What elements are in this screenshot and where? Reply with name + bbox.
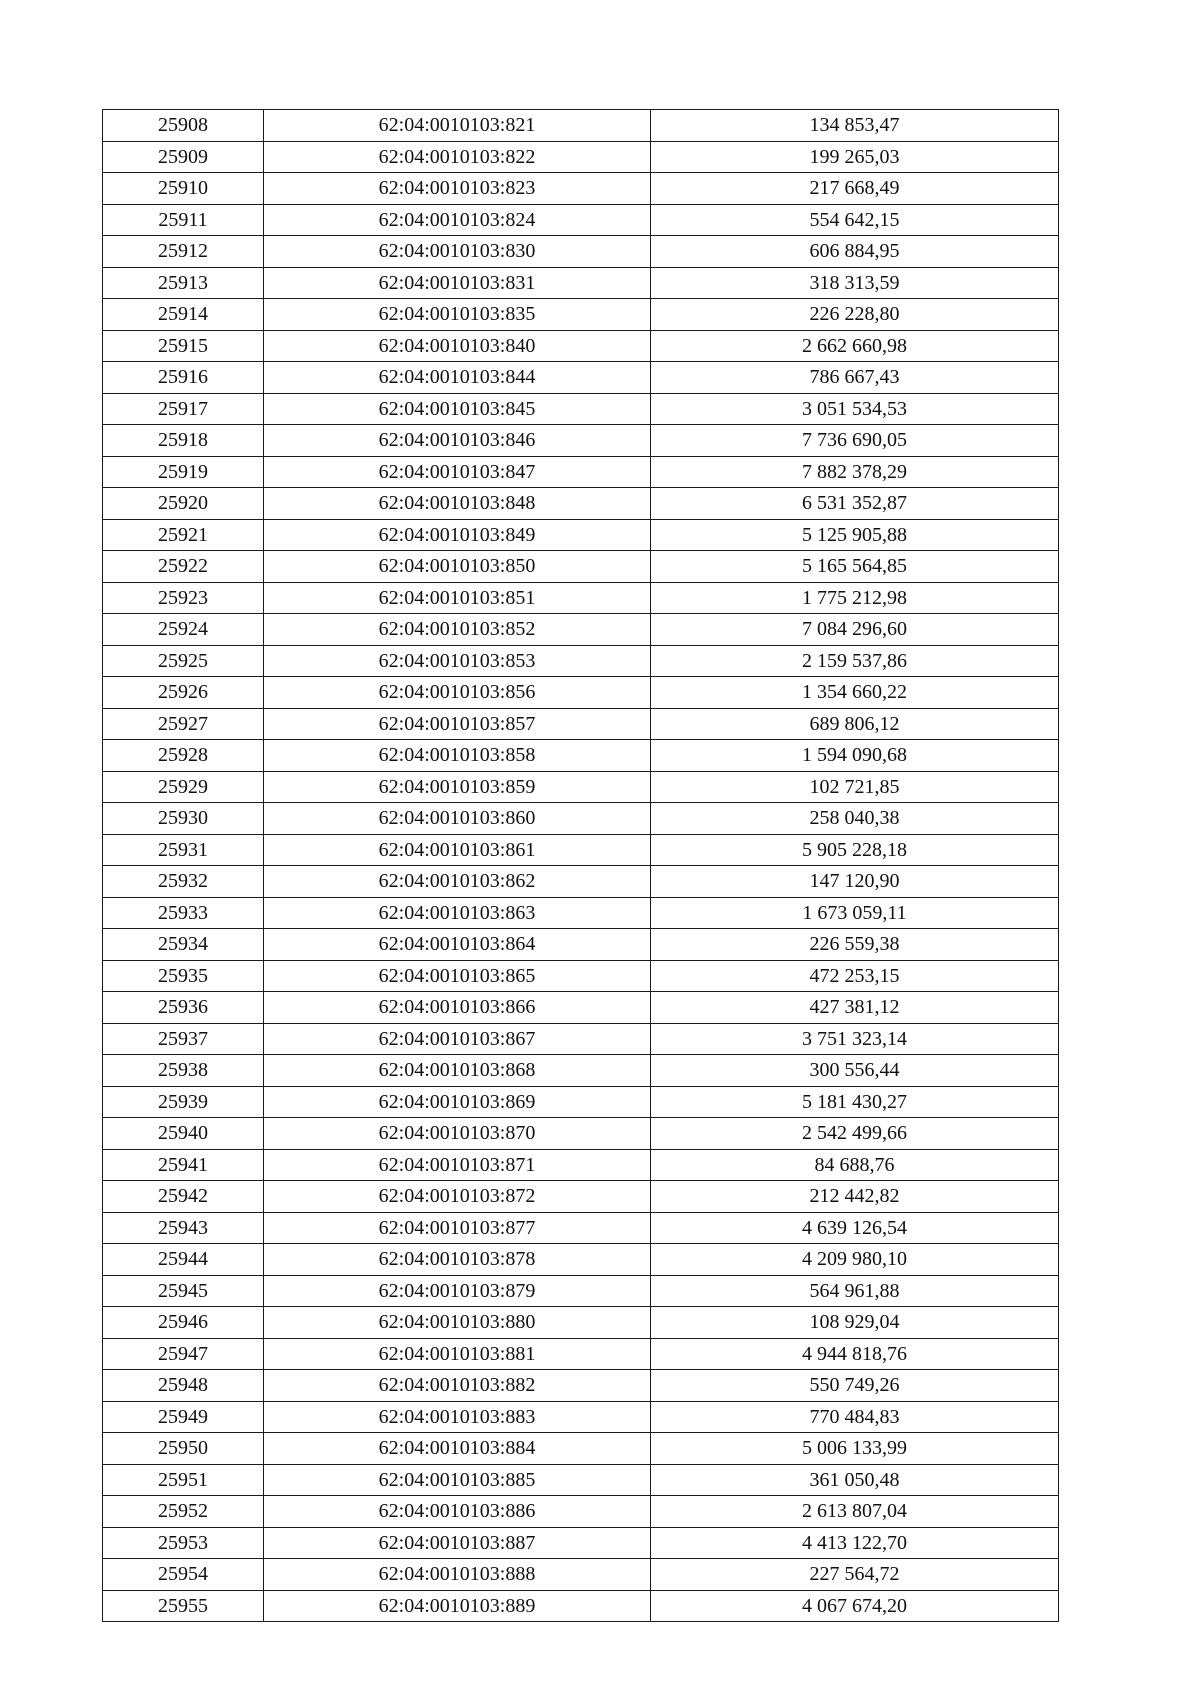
value-cell: 7 084 296,60 xyxy=(651,614,1059,646)
value-cell: 226 228,80 xyxy=(651,299,1059,331)
value-cell: 226 559,38 xyxy=(651,929,1059,961)
row-number-cell: 25937 xyxy=(103,1023,264,1055)
value-cell: 258 040,38 xyxy=(651,803,1059,835)
value-cell: 4 413 122,70 xyxy=(651,1527,1059,1559)
value-cell: 199 265,03 xyxy=(651,141,1059,173)
value-cell: 7 736 690,05 xyxy=(651,425,1059,457)
cadastral-number-cell: 62:04:0010103:866 xyxy=(264,992,651,1024)
value-cell: 361 050,48 xyxy=(651,1464,1059,1496)
value-cell: 134 853,47 xyxy=(651,110,1059,142)
row-number-cell: 25931 xyxy=(103,834,264,866)
cadastral-number-cell: 62:04:0010103:860 xyxy=(264,803,651,835)
value-cell: 7 882 378,29 xyxy=(651,456,1059,488)
table-row xyxy=(103,299,1059,331)
value-cell: 217 668,49 xyxy=(651,173,1059,205)
table-row xyxy=(103,1433,1059,1465)
value-cell: 318 313,59 xyxy=(651,267,1059,299)
value-cell: 4 944 818,76 xyxy=(651,1338,1059,1370)
row-number-cell: 25941 xyxy=(103,1149,264,1181)
value-cell: 606 884,95 xyxy=(651,236,1059,268)
cadastral-number-cell: 62:04:0010103:882 xyxy=(264,1370,651,1402)
row-number-cell: 25926 xyxy=(103,677,264,709)
row-number-cell: 25908 xyxy=(103,110,264,142)
value-cell: 5 181 430,27 xyxy=(651,1086,1059,1118)
table-row xyxy=(103,173,1059,205)
cadastral-number-cell: 62:04:0010103:877 xyxy=(264,1212,651,1244)
table-row xyxy=(103,1244,1059,1276)
table-row xyxy=(103,1023,1059,1055)
cadastral-number-cell: 62:04:0010103:862 xyxy=(264,866,651,898)
row-number-cell: 25950 xyxy=(103,1433,264,1465)
cadastral-number-cell: 62:04:0010103:870 xyxy=(264,1118,651,1150)
cadastral-number-cell: 62:04:0010103:852 xyxy=(264,614,651,646)
value-cell: 6 531 352,87 xyxy=(651,488,1059,520)
row-number-cell: 25954 xyxy=(103,1559,264,1591)
cadastral-number-cell: 62:04:0010103:884 xyxy=(264,1433,651,1465)
value-cell: 227 564,72 xyxy=(651,1559,1059,1591)
value-cell: 1 673 059,11 xyxy=(651,897,1059,929)
table-row xyxy=(103,236,1059,268)
value-cell: 147 120,90 xyxy=(651,866,1059,898)
row-number-cell: 25923 xyxy=(103,582,264,614)
row-number-cell: 25915 xyxy=(103,330,264,362)
row-number-cell: 25914 xyxy=(103,299,264,331)
table-row xyxy=(103,1464,1059,1496)
row-number-cell: 25933 xyxy=(103,897,264,929)
row-number-cell: 25942 xyxy=(103,1181,264,1213)
value-cell: 5 125 905,88 xyxy=(651,519,1059,551)
cadastral-number-cell: 62:04:0010103:858 xyxy=(264,740,651,772)
cadastral-number-cell: 62:04:0010103:878 xyxy=(264,1244,651,1276)
table-row xyxy=(103,141,1059,173)
row-number-cell: 25911 xyxy=(103,204,264,236)
row-number-cell: 25916 xyxy=(103,362,264,394)
cadastral-number-cell: 62:04:0010103:824 xyxy=(264,204,651,236)
table-row xyxy=(103,897,1059,929)
value-cell: 3 751 323,14 xyxy=(651,1023,1059,1055)
table-row xyxy=(103,708,1059,740)
table-row xyxy=(103,866,1059,898)
cadastral-number-cell: 62:04:0010103:850 xyxy=(264,551,651,583)
cadastral-number-cell: 62:04:0010103:857 xyxy=(264,708,651,740)
table-row xyxy=(103,1055,1059,1087)
cadastral-number-cell: 62:04:0010103:889 xyxy=(264,1590,651,1622)
cadastral-number-cell: 62:04:0010103:847 xyxy=(264,456,651,488)
row-number-cell: 25913 xyxy=(103,267,264,299)
row-number-cell: 25940 xyxy=(103,1118,264,1150)
table-row xyxy=(103,1590,1059,1622)
row-number-cell: 25909 xyxy=(103,141,264,173)
row-number-cell: 25922 xyxy=(103,551,264,583)
cadastral-number-cell: 62:04:0010103:881 xyxy=(264,1338,651,1370)
row-number-cell: 25929 xyxy=(103,771,264,803)
cadastral-number-cell: 62:04:0010103:871 xyxy=(264,1149,651,1181)
cadastral-number-cell: 62:04:0010103:867 xyxy=(264,1023,651,1055)
cadastral-number-cell: 62:04:0010103:869 xyxy=(264,1086,651,1118)
row-number-cell: 25925 xyxy=(103,645,264,677)
table-row xyxy=(103,677,1059,709)
table-row xyxy=(103,645,1059,677)
value-cell: 554 642,15 xyxy=(651,204,1059,236)
table-row xyxy=(103,1275,1059,1307)
row-number-cell: 25939 xyxy=(103,1086,264,1118)
table-row xyxy=(103,425,1059,457)
row-number-cell: 25917 xyxy=(103,393,264,425)
table-row xyxy=(103,960,1059,992)
table-row xyxy=(103,1212,1059,1244)
value-cell: 84 688,76 xyxy=(651,1149,1059,1181)
table-row xyxy=(103,551,1059,583)
value-cell: 108 929,04 xyxy=(651,1307,1059,1339)
value-cell: 5 165 564,85 xyxy=(651,551,1059,583)
row-number-cell: 25918 xyxy=(103,425,264,457)
table-row xyxy=(103,740,1059,772)
table-row xyxy=(103,582,1059,614)
cadastral-number-cell: 62:04:0010103:856 xyxy=(264,677,651,709)
cadastral-number-cell: 62:04:0010103:865 xyxy=(264,960,651,992)
cadastral-number-cell: 62:04:0010103:821 xyxy=(264,110,651,142)
row-number-cell: 25934 xyxy=(103,929,264,961)
cadastral-number-cell: 62:04:0010103:863 xyxy=(264,897,651,929)
table-row xyxy=(103,1149,1059,1181)
table-row xyxy=(103,204,1059,236)
row-number-cell: 25953 xyxy=(103,1527,264,1559)
table-row xyxy=(103,1370,1059,1402)
cadastral-number-cell: 62:04:0010103:872 xyxy=(264,1181,651,1213)
cadastral-number-cell: 62:04:0010103:868 xyxy=(264,1055,651,1087)
table-row xyxy=(103,771,1059,803)
cadastral-number-cell: 62:04:0010103:885 xyxy=(264,1464,651,1496)
cadastral-number-cell: 62:04:0010103:883 xyxy=(264,1401,651,1433)
table-body xyxy=(103,110,1059,1622)
table-row xyxy=(103,803,1059,835)
value-cell: 2 613 807,04 xyxy=(651,1496,1059,1528)
table-row xyxy=(103,1527,1059,1559)
data-table xyxy=(102,109,1059,1622)
value-cell: 5 006 133,99 xyxy=(651,1433,1059,1465)
value-cell: 1 594 090,68 xyxy=(651,740,1059,772)
value-cell: 689 806,12 xyxy=(651,708,1059,740)
cadastral-number-cell: 62:04:0010103:879 xyxy=(264,1275,651,1307)
value-cell: 2 159 537,86 xyxy=(651,645,1059,677)
table-row xyxy=(103,1307,1059,1339)
row-number-cell: 25912 xyxy=(103,236,264,268)
table-row xyxy=(103,330,1059,362)
table-row xyxy=(103,1338,1059,1370)
table-row xyxy=(103,488,1059,520)
table-row xyxy=(103,1401,1059,1433)
row-number-cell: 25946 xyxy=(103,1307,264,1339)
row-number-cell: 25949 xyxy=(103,1401,264,1433)
table-row xyxy=(103,362,1059,394)
cadastral-number-cell: 62:04:0010103:888 xyxy=(264,1559,651,1591)
cadastral-number-cell: 62:04:0010103:831 xyxy=(264,267,651,299)
cadastral-number-cell: 62:04:0010103:835 xyxy=(264,299,651,331)
value-cell: 1 775 212,98 xyxy=(651,582,1059,614)
cadastral-number-cell: 62:04:0010103:886 xyxy=(264,1496,651,1528)
row-number-cell: 25932 xyxy=(103,866,264,898)
table-row xyxy=(103,834,1059,866)
table-row xyxy=(103,1559,1059,1591)
table-row xyxy=(103,614,1059,646)
row-number-cell: 25921 xyxy=(103,519,264,551)
cadastral-number-cell: 62:04:0010103:887 xyxy=(264,1527,651,1559)
value-cell: 102 721,85 xyxy=(651,771,1059,803)
row-number-cell: 25944 xyxy=(103,1244,264,1276)
value-cell: 3 051 534,53 xyxy=(651,393,1059,425)
row-number-cell: 25943 xyxy=(103,1212,264,1244)
table-row xyxy=(103,1496,1059,1528)
value-cell: 427 381,12 xyxy=(651,992,1059,1024)
value-cell: 550 749,26 xyxy=(651,1370,1059,1402)
value-cell: 786 667,43 xyxy=(651,362,1059,394)
row-number-cell: 25935 xyxy=(103,960,264,992)
row-number-cell: 25920 xyxy=(103,488,264,520)
cadastral-number-cell: 62:04:0010103:830 xyxy=(264,236,651,268)
row-number-cell: 25910 xyxy=(103,173,264,205)
cadastral-number-cell: 62:04:0010103:880 xyxy=(264,1307,651,1339)
table-row xyxy=(103,992,1059,1024)
cadastral-number-cell: 62:04:0010103:861 xyxy=(264,834,651,866)
cadastral-number-cell: 62:04:0010103:849 xyxy=(264,519,651,551)
row-number-cell: 25919 xyxy=(103,456,264,488)
row-number-cell: 25955 xyxy=(103,1590,264,1622)
value-cell: 4 639 126,54 xyxy=(651,1212,1059,1244)
table-row xyxy=(103,393,1059,425)
cadastral-number-cell: 62:04:0010103:823 xyxy=(264,173,651,205)
cadastral-number-cell: 62:04:0010103:840 xyxy=(264,330,651,362)
table-row xyxy=(103,1118,1059,1150)
row-number-cell: 25936 xyxy=(103,992,264,1024)
row-number-cell: 25948 xyxy=(103,1370,264,1402)
cadastral-number-cell: 62:04:0010103:846 xyxy=(264,425,651,457)
value-cell: 4 067 674,20 xyxy=(651,1590,1059,1622)
cadastral-number-cell: 62:04:0010103:851 xyxy=(264,582,651,614)
row-number-cell: 25928 xyxy=(103,740,264,772)
row-number-cell: 25945 xyxy=(103,1275,264,1307)
value-cell: 2 662 660,98 xyxy=(651,330,1059,362)
cadastral-number-cell: 62:04:0010103:853 xyxy=(264,645,651,677)
row-number-cell: 25947 xyxy=(103,1338,264,1370)
cadastral-number-cell: 62:04:0010103:864 xyxy=(264,929,651,961)
value-cell: 2 542 499,66 xyxy=(651,1118,1059,1150)
value-cell: 1 354 660,22 xyxy=(651,677,1059,709)
table-row xyxy=(103,1086,1059,1118)
table-row xyxy=(103,519,1059,551)
table-row xyxy=(103,110,1059,142)
value-cell: 770 484,83 xyxy=(651,1401,1059,1433)
value-cell: 564 961,88 xyxy=(651,1275,1059,1307)
row-number-cell: 25924 xyxy=(103,614,264,646)
row-number-cell: 25938 xyxy=(103,1055,264,1087)
table-row xyxy=(103,267,1059,299)
table-row xyxy=(103,1181,1059,1213)
value-cell: 4 209 980,10 xyxy=(651,1244,1059,1276)
value-cell: 300 556,44 xyxy=(651,1055,1059,1087)
cadastral-number-cell: 62:04:0010103:848 xyxy=(264,488,651,520)
value-cell: 472 253,15 xyxy=(651,960,1059,992)
row-number-cell: 25930 xyxy=(103,803,264,835)
value-cell: 5 905 228,18 xyxy=(651,834,1059,866)
row-number-cell: 25927 xyxy=(103,708,264,740)
cadastral-number-cell: 62:04:0010103:822 xyxy=(264,141,651,173)
row-number-cell: 25951 xyxy=(103,1464,264,1496)
table-row xyxy=(103,456,1059,488)
table-row xyxy=(103,929,1059,961)
cadastral-number-cell: 62:04:0010103:844 xyxy=(264,362,651,394)
row-number-cell: 25952 xyxy=(103,1496,264,1528)
cadastral-number-cell: 62:04:0010103:845 xyxy=(264,393,651,425)
value-cell: 212 442,82 xyxy=(651,1181,1059,1213)
cadastral-number-cell: 62:04:0010103:859 xyxy=(264,771,651,803)
